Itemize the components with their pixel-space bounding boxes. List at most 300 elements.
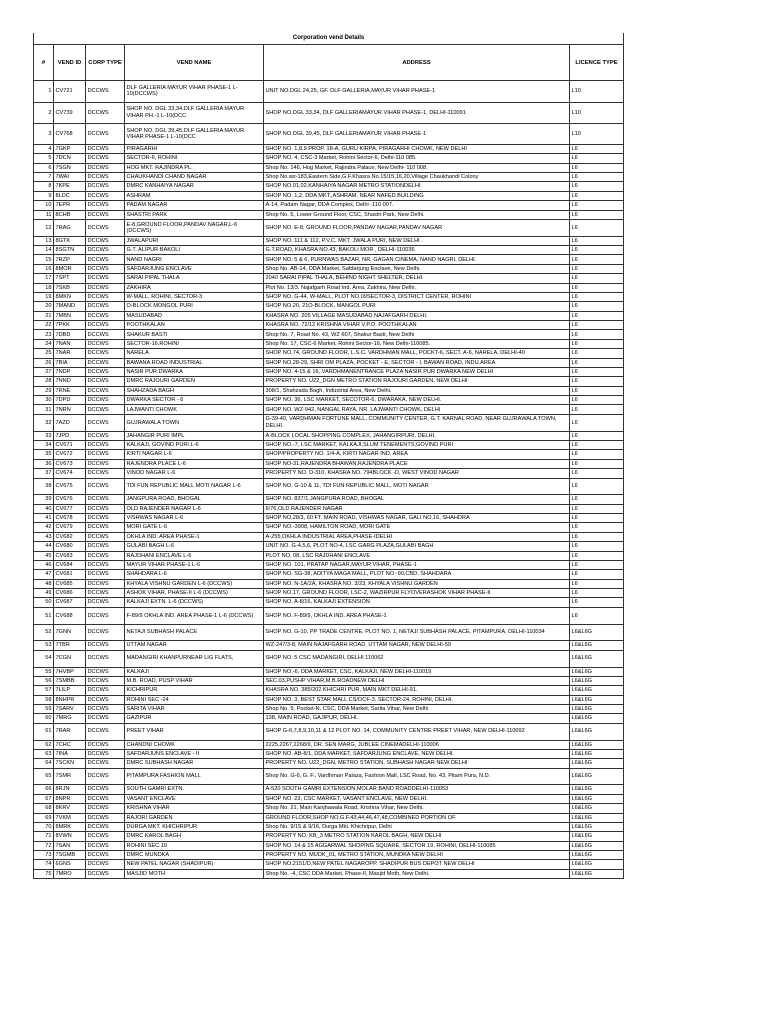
cell-vend-id: 7INA — [54, 749, 86, 758]
cell-vend-id: 7MBN — [54, 311, 86, 320]
cell-vend-id: CV671 — [54, 441, 86, 450]
cell-corp-type: DCCWS — [86, 714, 125, 723]
cell-licence-type: L6 — [570, 396, 624, 405]
cell-vend-id: 7DPD — [54, 396, 86, 405]
cell-number: 33 — [34, 431, 54, 440]
cell-number: 37 — [34, 469, 54, 478]
cell-address: Shop No. 5, Lower Ground Floor, CSC, Shastri Park, New Delhi. — [264, 210, 570, 219]
cell-vend-id: 7WAI — [54, 173, 86, 182]
cell-corp-type: DCCWS — [86, 377, 125, 386]
cell-number: 40 — [34, 504, 54, 513]
cell-address: SHOP G-6,7,8,9,10,11 & 12 PLOT NO. 14, COMMUNITY CENTRE PREET VIHAR, NEW DELHI-110092 — [264, 723, 570, 740]
cell-address: SHOP NO.28/3, 60 FT. MAIN ROAD, VISHWAS NAGAR, GALI NO.16, SHAHDRA — [264, 514, 570, 523]
cell-number: 53 — [34, 641, 54, 650]
cell-vend-id: 7NND — [54, 377, 86, 386]
cell-licence-type: L10 — [570, 81, 624, 102]
cell-vend-name: DMRC KAROL BAGH — [125, 832, 264, 841]
cell-corp-type: DCCWS — [86, 182, 125, 191]
cell-corp-type: DCCWS — [86, 236, 125, 245]
cell-vend-name: JAHANGIR PURI IMPL — [125, 431, 264, 440]
header-row — [34, 45, 624, 81]
table-row — [34, 551, 624, 560]
cell-corp-type: DCCWS — [86, 804, 125, 813]
cell-vend-name: NAND NAGRI — [125, 255, 264, 264]
table-row — [34, 311, 624, 320]
cell-vend-id: CV686 — [54, 589, 86, 598]
cell-corp-type: DCCWS — [86, 832, 125, 841]
cell-vend-name: SHOP NO. DGL 33,34,DLF GALLERIA MAYUR VIHAR PH.-1 L-10(DCC — [125, 102, 264, 123]
cell-address: SHOP NO.DGL 39,45, DLF GALLERIAMAYUR VIHAR PHASE-1 — [264, 123, 570, 144]
cell-licence-type: L6&L6G — [570, 749, 624, 758]
cell-number: 21 — [34, 311, 54, 320]
cell-address: UNIT NO.DGL 24,25, GF. DLF GALLERIA,MAYUR VIHAR PHASE-1 — [264, 81, 570, 102]
cell-corp-type: DCCWS — [86, 794, 125, 803]
cell-licence-type: L6 — [570, 236, 624, 245]
cell-address: KHASRA NO. 205 VILLAGE MASUDABAD NAJAFGARH DELHI. — [264, 311, 570, 320]
cell-vend-id: CV683 — [54, 551, 86, 560]
cell-number: 61 — [34, 723, 54, 740]
cell-corp-type: DCCWS — [86, 478, 125, 495]
table-row — [34, 81, 624, 102]
cell-address: PROPERTY NO. KB_3 METRO STATION KAROL BAGH, NEW DELHI — [264, 832, 570, 841]
cell-corp-type: DCCWS — [86, 459, 125, 468]
cell-licence-type: L6 — [570, 173, 624, 182]
cell-number: 31 — [34, 405, 54, 414]
cell-vend-id: 7RAG — [54, 219, 86, 236]
cell-corp-type: DCCWS — [86, 579, 125, 588]
cell-corp-type: DCCWS — [86, 302, 125, 311]
cell-number: 1 — [34, 81, 54, 102]
cell-vend-id: 7DBD — [54, 330, 86, 339]
cell-vend-id: 7BIA — [54, 358, 86, 367]
table-row — [34, 469, 624, 478]
cell-licence-type: L6&L6G — [570, 768, 624, 785]
cell-corp-type: DCCWS — [86, 495, 125, 504]
cell-licence-type: L6 — [570, 283, 624, 292]
cell-corp-type: DCCWS — [86, 274, 125, 283]
table-row — [34, 396, 624, 405]
cell-vend-id: 7NRN — [54, 405, 86, 414]
cell-corp-type: DCCWS — [86, 358, 125, 367]
cell-corp-type: DCCWS — [86, 173, 125, 182]
cell-address: PROPERTY NO. U22_DGN METRO STATION RAJOURI GARDEN, NEW DELHI — [264, 377, 570, 386]
cell-corp-type: DCCWS — [86, 469, 125, 478]
cell-corp-type: DCCWS — [86, 321, 125, 330]
cell-vend-name: LAJWANTI CHOWK — [125, 405, 264, 414]
cell-address: Shop No. G-6, G. F., Vardhman Palaza, Fashion Mall, LSC Road, No. 43, Pitam Pura, N.D. — [264, 768, 570, 785]
cell-number: 17 — [34, 274, 54, 283]
cell-corp-type: DCCWS — [86, 339, 125, 348]
cell-vend-id: 7SPT — [54, 274, 86, 283]
cell-number: 22 — [34, 321, 54, 330]
cell-vend-name: UTTAM NAGAR — [125, 641, 264, 650]
cell-vend-name: MASJID MOTH — [125, 869, 264, 878]
cell-number: 12 — [34, 219, 54, 236]
cell-vend-id: 7SGN — [54, 163, 86, 172]
cell-vend-id: 8MKN — [54, 292, 86, 301]
cell-address: Shop No. 9/15 & 9/16, Durga Mkt. Khichripur, Delhi — [264, 822, 570, 831]
cell-vend-name: SECTOR-6, ROHINI — [125, 154, 264, 163]
cell-vend-name: NASIR PUR DWARKA — [125, 367, 264, 376]
cell-number: 8 — [34, 182, 54, 191]
cell-number: 67 — [34, 794, 54, 803]
cell-vend-id: 8SGTN — [54, 246, 86, 255]
cell-vend-id: 7PKK — [54, 321, 86, 330]
cell-address: Shop No.wz-183,Eastern Side,G.F.Khasra No.15/15,16,20,Village Chaukhandi Colony — [264, 173, 570, 182]
cell-licence-type: L6 — [570, 386, 624, 395]
table-row — [34, 523, 624, 532]
cell-licence-type: L6 — [570, 459, 624, 468]
cell-vend-id: 8VWN — [54, 832, 86, 841]
table-row — [34, 302, 624, 311]
cell-number: 32 — [34, 414, 54, 431]
cell-corp-type: DCCWS — [86, 768, 125, 785]
table-row — [34, 154, 624, 163]
cell-address: 2225,2267,2268/9, DR. SEN MARG, JUBLEE CINEMADELHI-110006 — [264, 740, 570, 749]
cell-vend-name: KALKAJI, GOVIND PURI L-6 — [125, 441, 264, 450]
cell-vend-name: MADANGIRI KHANPURNEAR LIG FLATS, — [125, 650, 264, 667]
cell-vend-name: F-89/9 OKHLA IND. AREA PHASE-1 L-6 (DCCWS) — [125, 607, 264, 624]
table-row — [34, 283, 624, 292]
table-row — [34, 822, 624, 831]
table-row — [34, 349, 624, 358]
cell-vend-id: CV721 — [54, 81, 86, 102]
cell-corp-type: DCCWS — [86, 749, 125, 758]
cell-number: 11 — [34, 210, 54, 219]
cell-vend-name: O-BLOCK MONGOL PURI — [125, 302, 264, 311]
cell-vend-name: VASANT ENCLAVE — [125, 794, 264, 803]
cell-number: 4 — [34, 144, 54, 153]
cell-number: 20 — [34, 302, 54, 311]
cell-address: SHOP NO. N-1A/2A, KHASRA NO. 3/23, KHYALA VISHNU GARDEN — [264, 579, 570, 588]
cell-vend-name: RAJENDRA PLACE L-6 — [125, 459, 264, 468]
cell-vend-id: 7RNE — [54, 386, 86, 395]
cell-vend-name: JWALAPURI — [125, 236, 264, 245]
cell-licence-type: L6 — [570, 450, 624, 459]
cell-address: PROPERTY NO. U22_DGN, METRO STATION, SUBHASH NAGAR NEW DELHI — [264, 759, 570, 768]
col-header-vend-id: VEND ID — [54, 45, 86, 81]
cell-address: SHOP NO. 23, CSC MARKET, VASANT ENCLAVE, NEW DELHI. — [264, 794, 570, 803]
cell-vend-id: CV739 — [54, 102, 86, 123]
cell-vend-name: RAJORI GARDEN — [125, 813, 264, 822]
cell-corp-type: DCCWS — [86, 589, 125, 598]
cell-address: SHOP NO.DGL 33,34, DLF GALLERIAMAYUR VIHAR PHASE-1, DELHI-110091 — [264, 102, 570, 123]
cell-vend-name: KRISHNA VIHAR — [125, 804, 264, 813]
cell-address: KHASRA NO. 385/202 KHICHRI PUR, MAIN MKT DELHI-91. — [264, 686, 570, 695]
cell-licence-type: L6 — [570, 264, 624, 273]
table-row — [34, 123, 624, 144]
cell-vend-name: SOUTH GAMRI EXTN. — [125, 785, 264, 794]
cell-licence-type: L6 — [570, 414, 624, 431]
table-row — [34, 495, 624, 504]
table-title: Corporation vend Details — [34, 33, 624, 45]
cell-licence-type: L6 — [570, 551, 624, 560]
cell-licence-type: L6 — [570, 523, 624, 532]
cell-vend-name: DLF GALLERIA MAYUR VIHAR PHASE-1 L-10(DCCWS) — [125, 81, 264, 102]
cell-corp-type: DCCWS — [86, 504, 125, 513]
cell-address: Shop No. AB-14, DDA Market, Safdarjung Enclave, New Delhi. — [264, 264, 570, 273]
cell-vend-id: CV672 — [54, 450, 86, 459]
cell-licence-type: L10 — [570, 102, 624, 123]
table-row — [34, 705, 624, 714]
cell-number: 25 — [34, 349, 54, 358]
table-row — [34, 478, 624, 495]
cell-corp-type: DCCWS — [86, 123, 125, 144]
table-row — [34, 607, 624, 624]
cell-vend-id: 7LILP — [54, 686, 86, 695]
cell-vend-id: 7SAN — [54, 841, 86, 850]
cell-number: 71 — [34, 832, 54, 841]
cell-address: SHOP NO.20, 21O-BLOCK, MANGOL PURI — [264, 302, 570, 311]
cell-number: 35 — [34, 450, 54, 459]
cell-number: 73 — [34, 851, 54, 860]
cell-corp-type: DCCWS — [86, 144, 125, 153]
cell-vend-name: ASHRAM — [125, 191, 264, 200]
cell-number: 18 — [34, 283, 54, 292]
cell-corp-type: DCCWS — [86, 246, 125, 255]
cell-licence-type: L6 — [570, 560, 624, 569]
cell-licence-type: L6 — [570, 542, 624, 551]
table-row — [34, 102, 624, 123]
cell-vend-name: PITAMPURA FASHION MALL — [125, 768, 264, 785]
cell-address: KHASRA NO. 72/12 KRISHNA VIHAR V.P.O. POOTHKALAN — [264, 321, 570, 330]
cell-vend-name: DMRC MUNDKA — [125, 851, 264, 860]
table-row — [34, 431, 624, 440]
cell-vend-name: W-MALL, ROHINI, SECTOR-3 — [125, 292, 264, 301]
cell-vend-name: GAZIPUR — [125, 714, 264, 723]
cell-licence-type: L6 — [570, 358, 624, 367]
cell-vend-name: ZAKHIRA — [125, 283, 264, 292]
cell-address: SHOP NO-31,RAJENDRA BHAWAN,RAJENDRA PLACE — [264, 459, 570, 468]
cell-vend-id: 7NAN — [54, 339, 86, 348]
cell-vend-id: 7TBR — [54, 641, 86, 650]
table-row — [34, 377, 624, 386]
cell-address: Shop No. 9, Pocket-N, CSC, DDA Market, Sarita Vihar, New Delhi — [264, 705, 570, 714]
cell-corp-type: DCCWS — [86, 219, 125, 236]
cell-vend-id: 7NDP — [54, 367, 86, 376]
cell-vend-id: 7SKB — [54, 283, 86, 292]
cell-licence-type: L6 — [570, 182, 624, 191]
cell-vend-id: 8MRK — [54, 822, 86, 831]
table-row — [34, 832, 624, 841]
cell-licence-type: L6 — [570, 302, 624, 311]
cell-vend-id: CV685 — [54, 579, 86, 588]
cell-number: 43 — [34, 532, 54, 541]
table-row — [34, 598, 624, 607]
cell-licence-type: L6&L6G — [570, 723, 624, 740]
cell-licence-type: L6&L6G — [570, 714, 624, 723]
cell-number: 59 — [34, 705, 54, 714]
table-row — [34, 358, 624, 367]
table-body — [34, 81, 624, 879]
cell-number: 49 — [34, 589, 54, 598]
cell-vend-id: CV679 — [54, 523, 86, 532]
cell-corp-type: DCCWS — [86, 386, 125, 395]
cell-licence-type: L6 — [570, 579, 624, 588]
table-row — [34, 386, 624, 395]
cell-vend-name: M.B. ROAD, PUSP VIHAR — [125, 676, 264, 685]
cell-vend-name: GUJRAWALA TOWN — [125, 414, 264, 431]
cell-licence-type: L6 — [570, 311, 624, 320]
cell-address: PLOT NO. 08, LSC RAJDHANI ENCLAVE — [264, 551, 570, 560]
cell-address: SHOP NO.28-29, SHRI OM PLAZA, POCKET - E, SECTOR - I, BAWAN ROAD, INDU.AREA — [264, 358, 570, 367]
cell-address: SHOP NO. G-10, PP TRADE CENTRE, PLOT NO. 1, NETAJI SUBHASH PALACE, PITAMPURA, DELHI-110034 — [264, 624, 570, 641]
cell-address: G.T.ROAD, KHASRA NO.43, BAKOLI MOR , DELHI-110036 — [264, 246, 570, 255]
table-row — [34, 201, 624, 210]
cell-address: SHOP/PROPERTY NO. 1/4-A, KIRTI NAGAR IND. AREA — [264, 450, 570, 459]
cell-vend-name: ROHINI SEC.19 — [125, 841, 264, 850]
cell-vend-name: ASHOK VIHAR, PHASE-II L-6 (DCCWS) — [125, 589, 264, 598]
cell-vend-id: 7SGMB — [54, 851, 86, 860]
cell-address: SHOP NO. E-8, GROUND FLOOR,PANDAV NAGAR,PANDAV NAGAR — [264, 219, 570, 236]
cell-vend-name: KHYALA VISHNU GARDEN L-6 (DCCWS) — [125, 579, 264, 588]
table-row — [34, 851, 624, 860]
table-row — [34, 144, 624, 153]
cell-corp-type: DCCWS — [86, 869, 125, 878]
cell-corp-type: DCCWS — [86, 785, 125, 794]
cell-vend-id: 7GNN — [54, 624, 86, 641]
cell-vend-id: CV675 — [54, 478, 86, 495]
cell-number: 10 — [34, 201, 54, 210]
table-row — [34, 686, 624, 695]
cell-number: 36 — [34, 459, 54, 468]
table-row — [34, 339, 624, 348]
title-row — [34, 33, 624, 45]
table-row — [34, 579, 624, 588]
cell-corp-type: DCCWS — [86, 570, 125, 579]
cell-address: SEC.03,PUSHP VIHAR,M.B.ROADNEW DELHI — [264, 676, 570, 685]
table-row — [34, 714, 624, 723]
table-row — [34, 589, 624, 598]
cell-number: 29 — [34, 386, 54, 395]
cell-address: SHOP NO. A-8/16, KALKAJI EXTENSION — [264, 598, 570, 607]
cell-licence-type: L6 — [570, 274, 624, 283]
cell-corp-type: DCCWS — [86, 283, 125, 292]
cell-corp-type: DCCWS — [86, 414, 125, 431]
cell-licence-type: L6&L6G — [570, 822, 624, 831]
cell-corp-type: DCCWS — [86, 667, 125, 676]
cell-number: 26 — [34, 358, 54, 367]
cell-corp-type: DCCWS — [86, 551, 125, 560]
col-header-num: # — [34, 45, 54, 81]
cell-number: 30 — [34, 396, 54, 405]
cell-vend-id: CV676 — [54, 495, 86, 504]
cell-number: 51 — [34, 607, 54, 624]
cell-vend-name: DMRC SUBHASH NAGAR — [125, 759, 264, 768]
cell-corp-type: DCCWS — [86, 813, 125, 822]
table-row — [34, 869, 624, 878]
cell-number: 75 — [34, 869, 54, 878]
cell-vend-name: SECTOR-16,ROHINI — [125, 339, 264, 348]
cell-corp-type: DCCWS — [86, 367, 125, 376]
cell-vend-id: CV687 — [54, 598, 86, 607]
cell-vend-id: 7CGN — [54, 650, 86, 667]
cell-vend-name: SHOP NO. DGL 39,45,DLF GALLERIA MAYUR VIHAR PHASE-1 L-10(DCC — [125, 123, 264, 144]
cell-address: SHOP NO. G-10 & 11, TDI FUN REPUBLIC MALL, MOTI NAGAR — [264, 478, 570, 495]
cell-corp-type: DCCWS — [86, 405, 125, 414]
cell-licence-type: L6 — [570, 431, 624, 440]
cell-vend-id: 7MAND — [54, 302, 86, 311]
cell-vend-id: 7VKM — [54, 813, 86, 822]
table-row — [34, 542, 624, 551]
cell-address: PROPERTY NO. D-310, KHASRA NO. 794BLOCK -D, WEST VINOD NAGAR — [264, 469, 570, 478]
table-row — [34, 624, 624, 641]
cell-address: UNIT NO. G-4,5,6, PLOT NO-4, LSC GARG PLAZA,GULABI BAGH — [264, 542, 570, 551]
cell-vend-name: NETAJI SUBHASH PALACE — [125, 624, 264, 641]
cell-corp-type: DCCWS — [86, 723, 125, 740]
cell-address: A-520 SOUTH GAMRI EXTENSION,MOLAR BAND ROADDELHI-110053 — [264, 785, 570, 794]
cell-licence-type: L6 — [570, 377, 624, 386]
cell-vend-id: 7EPR — [54, 201, 86, 210]
cell-number: 65 — [34, 768, 54, 785]
cell-vend-name: KALKAJI — [125, 667, 264, 676]
cell-vend-name: SARAI PIPAL THALA — [125, 274, 264, 283]
cell-vend-name: PADAM NAGAR — [125, 201, 264, 210]
cell-number: 34 — [34, 441, 54, 450]
cell-corp-type: DCCWS — [86, 201, 125, 210]
cell-vend-name: SHAHZADA BAGH — [125, 386, 264, 395]
cell-address: SHOP NO.-3908, HAMILTON ROAD, MORI GATE — [264, 523, 570, 532]
cell-address: G-39-40, VARDHMAN FORTUNE MALL, COMMUNITY CENTER, G.T. KARNAL ROAD, NEAR GUJRAWALA TOWN, DELHI. — [264, 414, 570, 431]
cell-number: 39 — [34, 495, 54, 504]
cell-address: WZ-247/3-8, MAIN NAJAFGARH ROAD, UTTAM NAGAR, NEW DELHI-59 — [264, 641, 570, 650]
cell-corp-type: DCCWS — [86, 396, 125, 405]
cell-licence-type: L6 — [570, 255, 624, 264]
cell-licence-type: L6&L6G — [570, 794, 624, 803]
cell-number: 27 — [34, 367, 54, 376]
cell-number: 50 — [34, 598, 54, 607]
cell-vend-id: 7GKP — [54, 144, 86, 153]
table-row — [34, 514, 624, 523]
cell-vend-id: 7SARV — [54, 705, 86, 714]
cell-corp-type: DCCWS — [86, 705, 125, 714]
table-row — [34, 292, 624, 301]
cell-licence-type: L6&L6G — [570, 686, 624, 695]
table-row — [34, 785, 624, 794]
table-row — [34, 330, 624, 339]
cell-number: 66 — [34, 785, 54, 794]
cell-number: 13 — [34, 236, 54, 245]
cell-licence-type: L6&L6G — [570, 804, 624, 813]
cell-licence-type: L6 — [570, 219, 624, 236]
cell-address: SHOP NO. 5 & 6, PURNWAS BAZAR, NR. GAGAN CINEMA, NAND NAGRI, DELHI. — [264, 255, 570, 264]
cell-licence-type: L6 — [570, 570, 624, 579]
cell-licence-type: L6 — [570, 163, 624, 172]
cell-vend-id: CV768 — [54, 123, 86, 144]
cell-licence-type: L6 — [570, 441, 624, 450]
table-row — [34, 740, 624, 749]
cell-vend-id: 7DCN — [54, 154, 86, 163]
cell-vend-id: CV682 — [54, 532, 86, 541]
cell-vend-name: G.T. ALIPUR BAKOLI — [125, 246, 264, 255]
cell-vend-name: MAYUR VIHAR PHASE-1 L-6 — [125, 560, 264, 569]
cell-address: SHOP NO.-7, LSC MARKET, KALKAJI,SLUM TENEMENTS,GOVIND PURI — [264, 441, 570, 450]
table-row — [34, 219, 624, 236]
cell-licence-type: L6&L6G — [570, 624, 624, 641]
table-row — [34, 804, 624, 813]
cell-vend-id: 8LDC — [54, 191, 86, 200]
cell-number: 14 — [34, 246, 54, 255]
cell-vend-id: 8GTK — [54, 236, 86, 245]
cell-number: 48 — [34, 579, 54, 588]
cell-licence-type: L6&L6G — [570, 641, 624, 650]
table-row — [34, 182, 624, 191]
table-row — [34, 367, 624, 376]
cell-vend-id: 7JPD — [54, 431, 86, 440]
cell-corp-type: DCCWS — [86, 210, 125, 219]
cell-vend-name: PREET VIHAR — [125, 723, 264, 740]
cell-number: 6 — [34, 163, 54, 172]
